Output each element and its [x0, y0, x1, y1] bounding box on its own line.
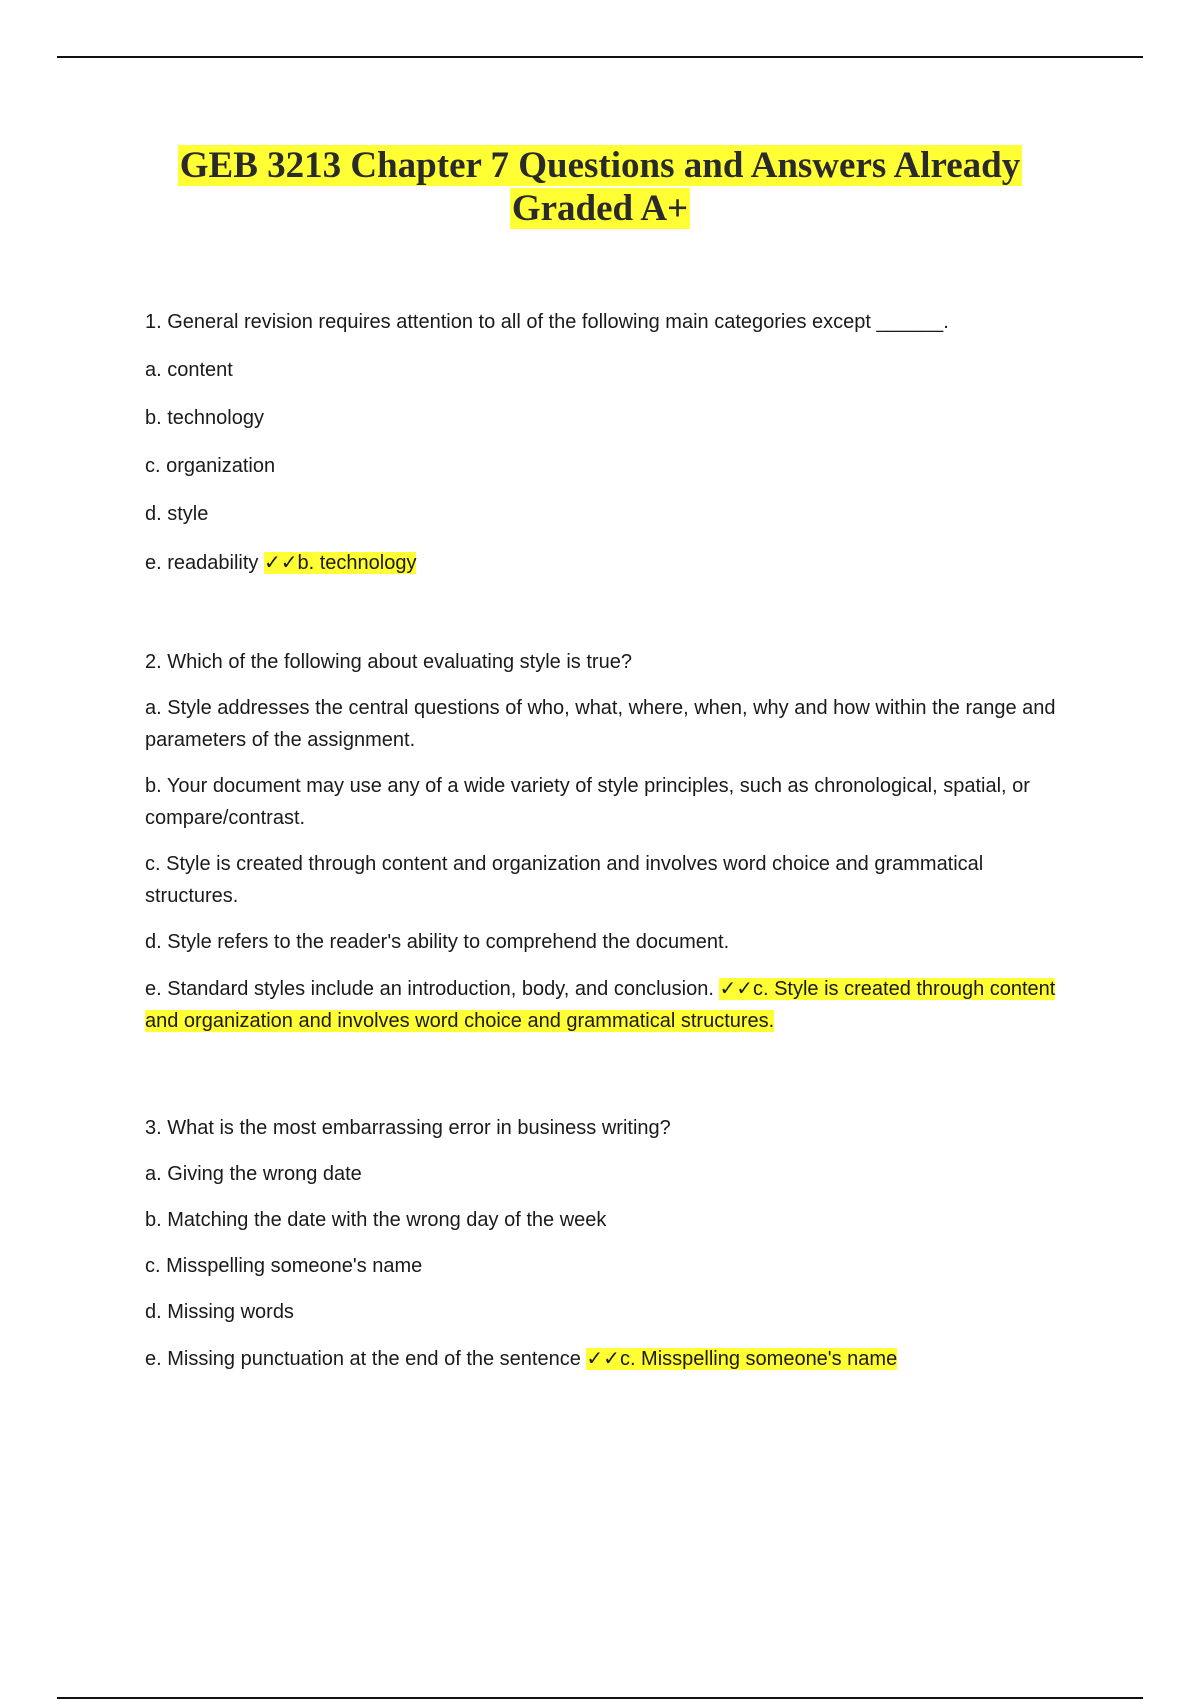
option-b: b. technology: [145, 407, 264, 429]
question-1: [145, 306, 1075, 595]
check-icon: ✓✓: [719, 976, 753, 1000]
option-e-with-answer: [145, 546, 1075, 579]
title-line-1: GEB 3213 Chapter 7 Questions and Answers Already: [179, 145, 1021, 186]
answer-text: b. technology: [297, 552, 417, 574]
question-prompt: 2. Which of the following about evaluating style is true?: [145, 651, 632, 673]
document-title: [100, 144, 1100, 230]
question-3: [145, 1112, 1075, 1389]
option-d: d. Style refers to the reader's ability to comprehend the document.: [145, 931, 730, 953]
top-rule: [57, 56, 1143, 58]
option-e: e. readability: [145, 552, 259, 574]
option-e-with-answer: [145, 972, 1075, 1037]
option-c: c. Style is created through content and organization and involves word choice and grammatical structures.: [145, 853, 984, 907]
correct-answer: [586, 1348, 897, 1370]
option-d: d. style: [145, 503, 209, 525]
bottom-rule: [57, 1697, 1143, 1699]
check-icon: ✓✓: [263, 550, 298, 574]
option-e: e. Missing punctuation at the end of the sentence: [145, 1348, 581, 1370]
answer-text: c. Misspelling someone's name: [619, 1348, 898, 1370]
title-line-2: Graded A+: [511, 188, 689, 229]
question-2: [145, 646, 1075, 1051]
option-e-with-answer: [145, 1342, 1075, 1375]
check-icon: ✓✓: [586, 1346, 620, 1370]
question-prompt: 3. What is the most embarrassing error in business writing?: [145, 1117, 671, 1139]
option-c: c. organization: [145, 455, 276, 477]
option-b: b. Matching the date with the wrong day of the week: [145, 1209, 607, 1231]
question-prompt: 1. General revision requires attention to all of the following main categories except ______.: [145, 311, 949, 333]
option-e: e. Standard styles include an introduction, body, and conclusion.: [145, 978, 714, 1000]
option-a: a. Giving the wrong date: [145, 1163, 362, 1185]
option-b: b. Your document may use any of a wide variety of style principles, such as chronological, spatial, or compare/contrast.: [145, 775, 1030, 829]
answer-text: c. Style is created through content and organization and involves word choice and grammatical structures.: [145, 978, 1056, 1032]
option-a: a. Style addresses the central questions of who, what, where, when, why and how within the range and parameters of the assignment.: [145, 697, 1056, 751]
option-c: c. Misspelling someone's name: [145, 1255, 423, 1277]
option-d: d. Missing words: [145, 1301, 294, 1323]
correct-answer: [264, 552, 417, 574]
option-a: a. content: [145, 359, 233, 381]
